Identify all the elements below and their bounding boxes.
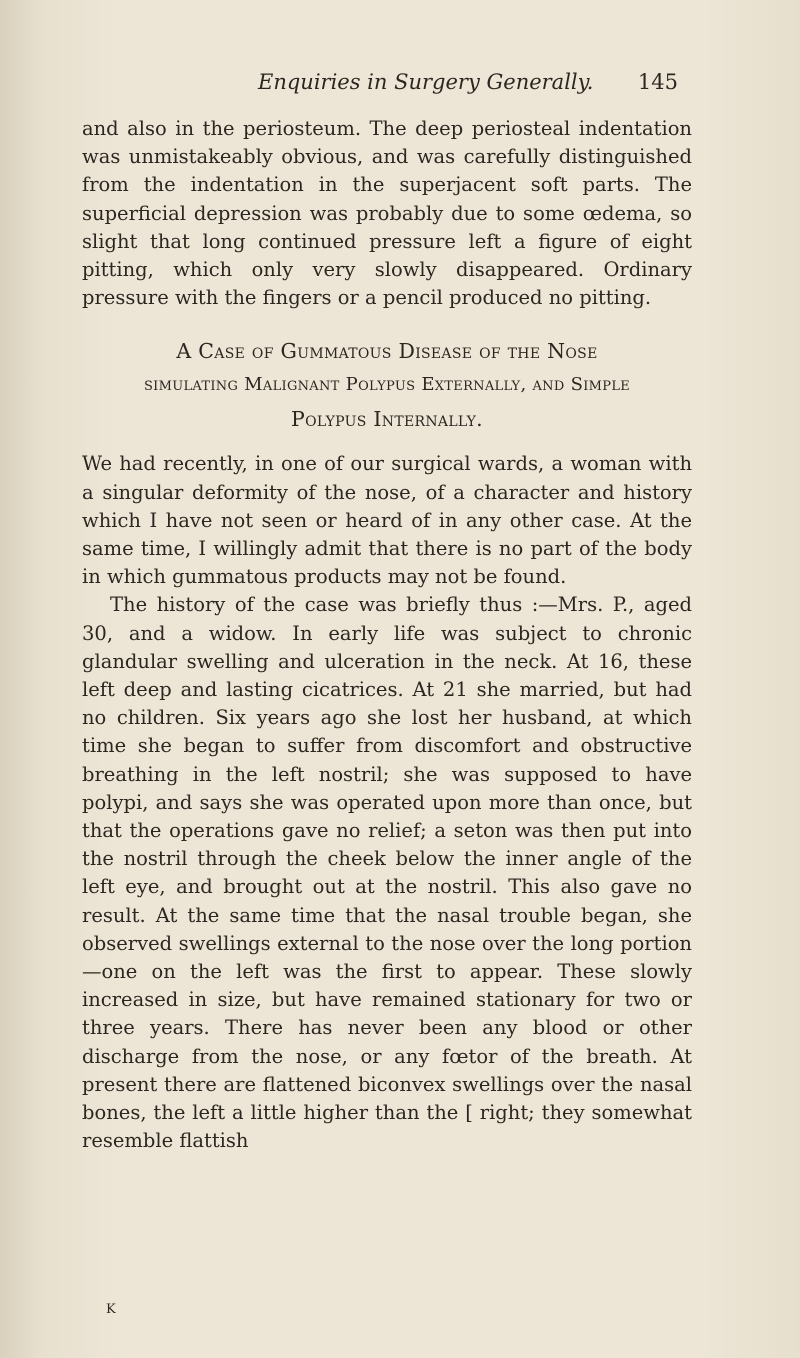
- case-heading-line-3: Polypus Internally.: [291, 407, 483, 432]
- running-header: [258, 70, 678, 100]
- case-heading-line-2: simulating Malignant Polypus Externally, and Simple: [143, 374, 631, 396]
- case-heading-line-1: A Case of Gummatous Disease of the Nose: [176, 339, 598, 364]
- case-heading: [82, 334, 692, 436]
- body-text: [82, 115, 692, 1156]
- signature-mark: K: [106, 1302, 116, 1317]
- running-title: Enquiries in Surgery Generally.: [258, 70, 594, 94]
- page-number: 145: [637, 70, 678, 94]
- paragraph-history: The history of the case was briefly thus :—Mrs. P., aged 30, and a widow. In early life was subject to chronic glandular swelling and ulceration in the neck. At 16, these left deep and lasting cicatrices. At 21 she married, but had no children. Six years ago she lost her husband, at which time she began to suffer from discomfort and obstructive breathing in the left nostril; she was supposed to have polypi, and says she was operated upon more than once, but that the operations gave no relief; a seton was then put into the nostril through the cheek below the inner angle of the left eye, and brought out at the nostril. This also gave no result. At the same time that the nasal trouble began, she observed swellings external to the nose over the long portion—one on the left was the first to appear. These slowly increased in size, but have remained stationary for two or three years. There has never been any blood or other discharge from the nose, or any fœtor of the breath. At present there are flattened biconvex swellings over the nasal bones, the left a little higher than the [ right; they somewhat resemble flattish: [82, 593, 692, 1153]
- paragraph-opening: We had recently, in one of our surgical wards, a woman with a singular deformity of the nose, of a character and history which I have not seen or heard of in any other case. At the same time, I willingly admit that there is no part of the body in which gummatous products may not be found.: [82, 452, 692, 589]
- intro-paragraph: and also in the periosteum. The deep periosteal indentation was unmistakeably obvious, and was carefully distinguished from the indentation in the superjacent soft parts. The superficial depression was probably due to some œdema, so slight that long continued pressure left a figure of eight pitting, which only very slowly disappeared. Ordinary pressure with the fingers or a pencil produced no pitting.: [82, 117, 692, 310]
